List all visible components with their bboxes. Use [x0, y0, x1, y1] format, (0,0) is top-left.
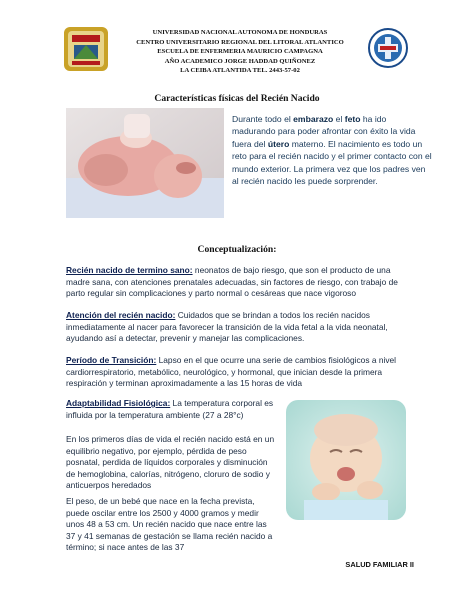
header-line-4: AÑO ACADEMICO JORGE HADDAD QUIÑONEZ	[164, 57, 316, 65]
header-line-3: ESCUELA DE ENFERMERIA MAURICIO CAMPAGNA	[157, 48, 323, 56]
def-transicion: Lapso en el que ocurre una serie de cambios fisiológicos a nivel cardiorrespiratorio, metabólico, neurológico, y hormonal, que inician desde la primera respiración y terminan aproximadamente a las 15 horas de vida	[66, 355, 397, 389]
intro-text-3: ha ido madurando para poder afrontar con éxito la vida fuera del	[232, 114, 416, 149]
section-equilibrio	[66, 434, 278, 492]
newborn-photo	[66, 108, 224, 218]
text-equilibrio: En los primeros días de vida el recién nacido está en un equilibrio negativo, por ejemplo, pérdida de peso posnatal, perdida de líquidos corporales y disminución de hemoglobina, calorías, nitrógeno, cloruro de sodio y anticuerpos heredados	[66, 434, 275, 491]
crying-baby-photo	[286, 400, 406, 520]
section-peso	[66, 496, 278, 554]
institution-header	[120, 28, 360, 76]
section-adaptabilidad	[66, 398, 278, 421]
header-line-2: CENTRO UNIVERSITARIO REGIONAL DEL LITORAL ATLANTICO	[136, 38, 344, 46]
university-logo	[64, 27, 108, 71]
text-peso: El peso, de un bebé que nace en la fecha prevista, puede oscilar entre los 2500 y 4000 gramos y medir unos 48 a 53 cm. Un recién nacido que nace entre las 37 y 41 semanas de gestación se llama recién nacido a término; si nace antes de las 37	[66, 496, 273, 553]
term-transicion: Período de Transición:	[66, 355, 157, 365]
header-line-5: LA CEIBA ATLANTIDA TEL. 2443-57-02	[180, 67, 300, 75]
intro-bold-embarazo: embarazo	[293, 114, 334, 124]
intro-bold-feto: feto	[344, 114, 361, 124]
intro-text-4: materno. El nacimiento es todo un reto para el recién nacido y el primer contacto con el mundo exterior. La primera vez que los padres ven al recién nacido les puede sorprender.	[232, 138, 432, 187]
def-recien-nacido: neonatos de bajo riesgo, que son el producto de una madre sana, con atenciones prenatales adecuadas, sin factores de riesgo, con trabajo de parto regular sin complicaciones y parto normal o cesáreas que nace vigoroso	[66, 265, 398, 299]
term-recien-nacido: Recién nacido de termino sano:	[66, 265, 193, 275]
footer-course-label: SALUD FAMILIAR II	[345, 560, 414, 569]
header-line-1: UNIVERSIDAD NACIONAL AUTONOMA DE HONDURAS	[152, 29, 328, 36]
section-title-conceptualization: Conceptualización:	[197, 244, 277, 255]
def-adaptabilidad: La temperatura corporal es influida por la temperatura ambiente (27 a 28°c)	[66, 398, 274, 420]
section-atencion	[66, 310, 406, 345]
intro-paragraph	[232, 113, 432, 187]
page-title: Características físicas del Recién Nacido	[154, 93, 320, 104]
def-atencion: Cuidados que se brindan a todos los recién nacidos inmediatamente al nacer para favorecer la transición de la vida fetal a la vida neonatal, ayudando así a detectar, prevenir y manejar las complicaciones.	[66, 310, 388, 344]
section-transicion	[66, 355, 406, 390]
nursing-school-logo	[368, 28, 408, 68]
term-adaptabilidad: Adaptabilidad Fisiológica:	[66, 398, 171, 408]
section-recien-nacido	[66, 265, 406, 300]
intro-text-1: Durante todo el	[232, 114, 294, 124]
intro-bold-utero: útero	[267, 138, 290, 149]
term-atencion: Atención del recién nacido:	[66, 310, 176, 320]
intro-text-2: el	[333, 114, 345, 124]
